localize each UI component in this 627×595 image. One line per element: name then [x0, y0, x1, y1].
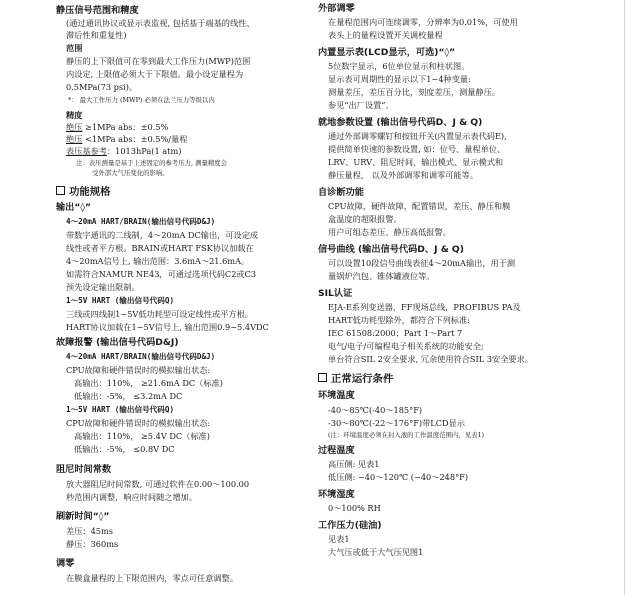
checkbox-square-icon: [318, 373, 327, 382]
self-diagnostic-text: CPU故障，硬件故障，配置错误，差压、静压和膜: [328, 201, 511, 211]
zero-adjust-heading: 调零: [56, 558, 75, 569]
zero-adjust-text: 在膜盒量程的上下限范围内，零点可任意调整。: [66, 573, 238, 583]
damping-text: 秒范围内调整，响应时间随之增加。: [66, 492, 198, 502]
output-15v-title: 1～5V HART (输出信号代码Q): [66, 296, 175, 305]
local-param-text: 提供简单快速的参数设置, 如：位号、量程单位、: [328, 144, 506, 154]
humidity-heading: 环境湿度: [318, 489, 355, 500]
sil-text: EJA-E系列变送器，FF现场总线，PROFIBUS PA及: [328, 302, 521, 312]
lcd-text: 参见“出厂设置”。: [328, 100, 394, 110]
lcd-text: 测量差压，差压百分比，刻度差压，测量静压。: [328, 87, 500, 97]
process-temp-heading: 过程温度: [318, 445, 355, 456]
fault-15v-high: 高输出：110%， ≥5.4V DC（标准): [74, 431, 210, 441]
local-param-text: LRV、URV、阻尼时间、输出模式、显示模式和: [328, 157, 504, 167]
abs-prefix: 绝压: [66, 122, 83, 132]
range-text: 内设定, 上限值必须大于下限值。最小设定量程为: [66, 69, 244, 79]
fault-420-low: 低输出：-5%， ≤3.2mA DC: [74, 391, 183, 401]
fault-420-text: CPU故障和硬件错误时的模拟输出状态:: [66, 365, 211, 375]
sil-text: 电气/电子/可编程电子相关系统的功能安全;: [328, 341, 484, 351]
ambient-temp-heading: 环境温度: [318, 390, 355, 401]
self-diagnostic-heading: 自诊断功能: [318, 187, 364, 198]
abs-high-value: ≥1MPa abs：±0.5%: [82, 122, 169, 132]
external-zero-heading: 外部调零: [318, 3, 355, 14]
process-temp-low: 低压侧: −40～120℃ (−40～248°F): [328, 472, 469, 482]
gauge-value: ：1013hPa(1 atm): [106, 146, 182, 156]
pressure-desc-line: (通过通讯协议或显示表监视, 包括基于端基的线性、: [66, 18, 255, 28]
fault-420-title: 4～20mA HART/BRAIN(输出信号代码D&J): [66, 352, 216, 361]
output-420-text: 如需符合NAMUR NE43，可通过选项代码C2或C3: [66, 269, 257, 279]
gauge-note: 注：表压测量是基于上述固定的参考压力, 测量精度会: [76, 159, 228, 167]
accuracy-abs-low: [66, 134, 187, 144]
checkbox-square-icon: [56, 186, 65, 195]
range-text: 静压的上下限值可在零到最大工作压力(MWP)范围: [66, 56, 251, 66]
signal-curve-text: 量锅炉汽包、锥体罐液位等。: [328, 271, 435, 281]
fault-15v-text: CPU故障和硬件错误时的模拟输出状态:: [66, 418, 211, 428]
damping-text: 放大器阻尼时间常数, 可通过软件在0.00～100.00: [66, 479, 250, 489]
output-15v-text: HART协议加载在1~5V信号上, 输出范围0.9~5.4VDC: [66, 322, 269, 332]
working-pressure-text: 见表1: [328, 534, 350, 544]
self-diagnostic-text: 盒温度的超限报警。: [328, 214, 402, 224]
working-pressure-heading: 工作压力(硅油): [318, 520, 382, 531]
output-heading: 输出“◊”: [56, 202, 91, 213]
lcd-text: 显示表可周期性的显示以下1~4种变量:: [328, 74, 471, 84]
fault-15v-low: 低输出：-5%， ≤0.8V DC: [74, 444, 175, 454]
humidity-text: 0～100% RH: [328, 503, 381, 513]
signal-curve-heading: 信号曲线 (输出信号代码D、J & Q): [318, 244, 464, 255]
update-time-heading: 刷新时间“◊”: [56, 511, 110, 522]
output-420-text: 4～20mA信号上, 输出范围：3.6mA～21.6mA。: [66, 256, 250, 266]
working-pressure-text: 大气压或低于大气压见图1: [328, 547, 424, 557]
sil-text: 单台符合SIL 2安全要求, 冗余使用符合SIL 3安全要求。: [328, 354, 533, 364]
local-param-text: 通过外部调零螺钉和按钮开关(内置显示表代码E),: [328, 131, 507, 141]
external-zero-text: 表头上的量程设置开关调校量程: [328, 30, 443, 40]
accuracy-abs-high: [66, 122, 168, 132]
functional-spec-title: 功能规格: [69, 186, 111, 198]
gauge-note: 受外部大气压变化的影响。: [92, 169, 169, 177]
gauge-reference: [66, 146, 181, 156]
self-diagnostic-text: 用户可组态差压、静压高低报警。: [328, 227, 451, 237]
fault-alarm-heading: 故障报警 (输出信号代码D&J): [56, 337, 179, 348]
ambient-temp-text: -40～85℃(-40～185°F): [328, 405, 423, 415]
normal-operating-title: 正常运行条件: [331, 373, 394, 385]
output-420-title: 4～20mA HART/BRAIN(输出信号代码D&J): [66, 217, 216, 226]
sil-heading: SIL认证: [318, 288, 353, 299]
gauge-prefix: 表压基参考: [66, 146, 107, 156]
sil-text: IEC 61508:2000；Part 1～Part 7: [328, 328, 463, 338]
normal-operating-heading: [318, 373, 393, 384]
abs-prefix: 绝压: [66, 134, 83, 144]
output-420-text: 预先设定输出限制。: [66, 282, 140, 292]
range-text: 0.5MPa(73 psi)。: [66, 82, 138, 92]
local-param-heading: 就地参数设置 (输出信号代码D、J & Q): [318, 117, 483, 128]
lcd-heading: 内置显示表(LCD显示，可选)“◊”: [318, 47, 456, 58]
ambient-temp-note: (注：环境温度必须在封入液的工作温度范围内，见表1): [328, 431, 485, 439]
abs-low-value: <1MPa abs：±0.5%/量程: [82, 134, 188, 144]
local-param-text: 静压量程， 以及外部调零和调零可能等。: [328, 170, 478, 180]
output-420-text: 线性或者平方根。BRAIN或HART FSK协议加载在: [66, 243, 254, 253]
signal-curve-text: 可以设置10段信号曲线表征4～20mA输出，用于测: [328, 258, 516, 268]
output-420-text: 带数字通讯的二线制，4～20mA DC输出，可设定成: [66, 230, 259, 240]
right-margin-rule: [624, 0, 625, 595]
process-temp-high: 高压侧: 见表1: [328, 459, 380, 469]
sil-text: HART低功耗型除外，都符合下列标准:: [328, 315, 470, 325]
ambient-temp-text: -30～80℃(-22～176°F)带LCD显示: [328, 418, 465, 428]
range-note: *： 最大工作压力 (MWP) 必须在法兰压力等级以内: [68, 96, 215, 104]
output-15v-text: 三线或四线制1~5V低功耗型可设定线性或平方根。: [66, 309, 253, 319]
pressure-range-heading: 静压信号范围和精度: [56, 5, 139, 16]
lcd-text: 5位数字显示，6位单位显示和柱状图。: [328, 61, 470, 71]
fault-420-high: 高输出：110%， ≥21.6mA DC（标准): [74, 378, 223, 388]
range-label: 范围: [66, 43, 83, 53]
damping-heading: 阻尼时间常数: [56, 464, 112, 475]
functional-spec-heading: [56, 186, 111, 197]
pressure-desc-line: 滞后性和重复性): [66, 30, 127, 40]
external-zero-text: 在量程范围内可连续调零，分辨率为0.01%，可使用: [328, 17, 518, 27]
update-dp: 差压：45ms: [66, 526, 113, 536]
accuracy-label: 精度: [66, 110, 83, 120]
fault-15v-title: 1～5V HART (输出信号代码Q): [66, 405, 175, 414]
update-sp: 静压：360ms: [66, 539, 119, 549]
